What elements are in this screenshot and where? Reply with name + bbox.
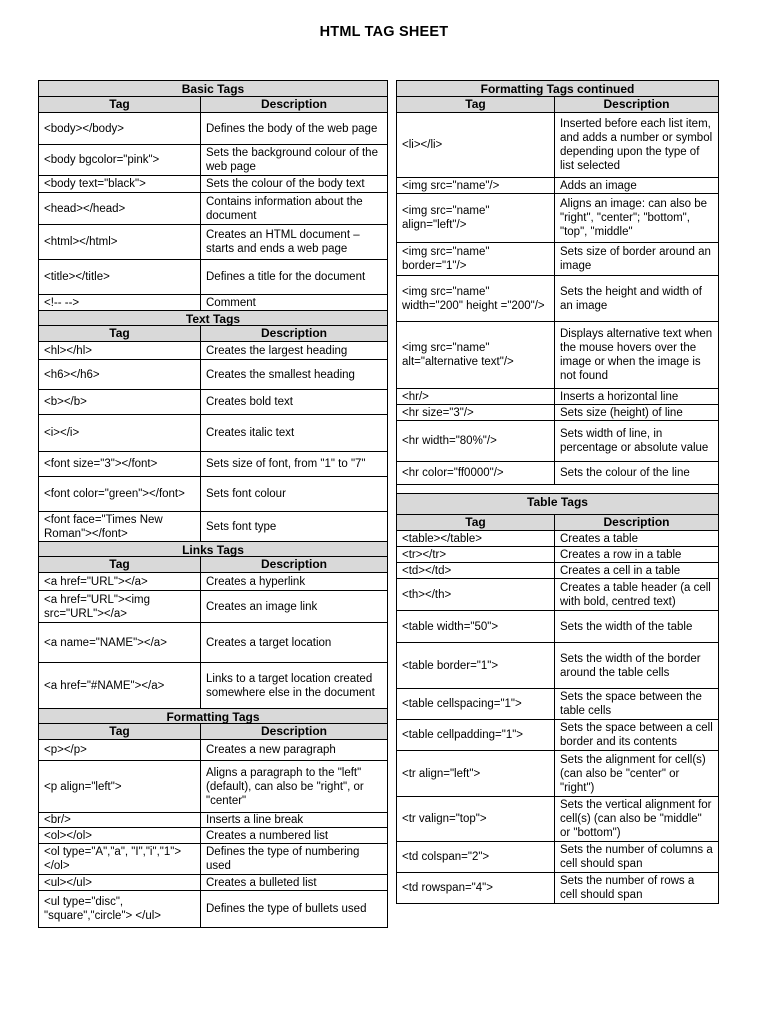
description-cell: Sets size of border around an image (560, 246, 711, 272)
tag-cell: <body bgcolor="pink"> (39, 145, 201, 175)
tag-cell: <ol type="A","a", "I","i","1"></ol> (39, 844, 201, 874)
table-row (39, 843, 387, 874)
description-cell: Sets the width of the table (560, 620, 693, 633)
right-tag-column (396, 80, 719, 904)
description-cell: Sets size (height) of line (560, 406, 683, 419)
description-cell: Sets the height and width of an image (560, 285, 702, 312)
description-cell: Creates a row in a table (560, 548, 682, 561)
table-row (39, 511, 387, 541)
section-heading-formatting-tags: Formatting Tags (39, 708, 387, 723)
description-cell: Displays alternative text when the mouse hovers over the image or when the image is not found (560, 328, 713, 382)
column-header-tag: Tag (39, 557, 201, 572)
table-row (39, 341, 387, 359)
description-cell: Defines the body of the web page (206, 122, 378, 135)
description-cell: Sets the colour of the body text (206, 178, 365, 190)
table-row (397, 461, 718, 484)
tag-cell: <td></td> (397, 563, 555, 578)
column-header-tag: Tag (39, 326, 201, 341)
column-header-tag: Tag (39, 97, 201, 112)
description-cell: Creates a numbered list (206, 829, 329, 842)
table-row (39, 144, 387, 175)
page-title: HTML TAG SHEET (319, 24, 449, 40)
description-cell: Creates a bulleted list (206, 876, 317, 889)
description-cell: Aligns a paragraph to the "left" (default), can also be "right", or "center" (206, 766, 364, 807)
tag-cell: <ul type="disc", "square","circle"> </ul> (39, 891, 201, 927)
column-header-tag: Tag (39, 724, 201, 739)
table-row (397, 177, 718, 193)
section-heading-table-tags: Table Tags (397, 493, 718, 514)
table-row (39, 590, 387, 622)
table-row (39, 259, 387, 294)
tag-cell: <table width="50"> (397, 611, 555, 642)
description-cell: Sets the background colour of the web page (206, 147, 378, 173)
table-row (39, 760, 387, 812)
table-row (397, 242, 718, 275)
left-tag-column (38, 80, 388, 928)
description-cell: Inserts a line break (206, 814, 304, 826)
section-heading-basic-tags: Basic Tags (39, 81, 387, 96)
table-row (397, 841, 718, 872)
tag-cell: <h6></h6> (39, 360, 201, 389)
description-cell: Sets font colour (206, 488, 286, 500)
table-row (397, 750, 718, 796)
table-row (397, 112, 718, 177)
description-cell: Creates italic text (206, 427, 295, 439)
description-cell: Sets the colour of the line (560, 467, 690, 479)
column-header-description: Description (260, 97, 327, 111)
description-cell: Sets the alignment for cell(s) (can also be "center" or "right") (560, 753, 706, 794)
tag-cell: <body></body> (39, 113, 201, 144)
description-cell: Aligns an image: can also be "right", "center"; "bottom", "top", "middle" (560, 198, 708, 238)
table-row (39, 175, 387, 192)
description-cell: Sets the number of columns a cell should span (560, 844, 713, 870)
section-gap (397, 484, 718, 493)
tag-cell: <p></p> (39, 740, 201, 760)
tag-cell: <html></html> (39, 225, 201, 259)
description-cell: Sets the space between the table cells (560, 691, 702, 717)
column-header-description: Description (260, 724, 327, 738)
tag-cell: <font color="green"></font> (39, 477, 201, 511)
tag-cell: <body text="black"> (39, 176, 201, 192)
column-header-tag: Tag (397, 97, 555, 112)
tag-cell: <img src="name"/> (397, 178, 555, 193)
description-cell: Creates a table header (a cell with bold, centred text) (560, 581, 711, 608)
tag-cell: <ul></ul> (39, 875, 201, 890)
table-row (397, 546, 718, 562)
table-row (397, 578, 718, 610)
tag-cell: <!-- --> (39, 295, 201, 310)
description-cell: Creates a cell in a table (560, 564, 681, 577)
column-header-row (39, 325, 387, 341)
description-cell: Creates a target location (206, 636, 332, 649)
tag-cell: <img src="name" border="1"/> (397, 243, 555, 275)
description-cell: Defines a title for the document (206, 271, 366, 283)
description-cell: Defines the type of bullets used (206, 903, 367, 915)
table-row (39, 112, 387, 144)
description-cell: Inserts a horizontal line (560, 390, 679, 403)
description-cell: Creates a hyperlink (206, 575, 306, 588)
tag-cell: <table border="1"> (397, 643, 555, 688)
table-row (39, 192, 387, 224)
column-header-row (397, 96, 718, 112)
column-header-row (39, 556, 387, 572)
tag-cell: <img src="name" alt="alternative text"/> (397, 322, 555, 388)
table-row (397, 193, 718, 242)
tag-cell: <tr valign="top"> (397, 797, 555, 841)
tag-cell: <table cellspacing="1"> (397, 689, 555, 719)
column-header-row (397, 514, 718, 530)
table-row (397, 562, 718, 578)
column-header-tag: Tag (397, 515, 555, 530)
table-row (39, 476, 387, 511)
description-cell: Defines the type of numbering used (206, 846, 360, 872)
table-row (39, 224, 387, 259)
tag-cell: <tr align="left"> (397, 751, 555, 796)
tag-cell: <font face="Times New Roman"></font> (39, 512, 201, 541)
description-cell: Creates an image link (206, 600, 318, 613)
tag-cell: <p align="left"> (39, 761, 201, 812)
table-row (39, 389, 387, 414)
tag-cell: <table></table> (397, 531, 555, 546)
section-heading-links-tags: Links Tags (39, 541, 387, 556)
tag-cell: <title></title> (39, 260, 201, 294)
table-row (39, 812, 387, 827)
table-row (39, 890, 387, 927)
tag-cell: <a href="URL"></a> (39, 573, 201, 590)
column-header-description: Description (603, 97, 670, 111)
table-row (397, 275, 718, 321)
tag-cell: <b></b> (39, 390, 201, 414)
table-row (39, 414, 387, 451)
tag-cell: <tr></tr> (397, 547, 555, 562)
table-row (397, 404, 718, 420)
table-row (397, 610, 718, 642)
tag-cell: <br/> (39, 813, 201, 827)
description-cell: Sets width of line, in percentage or absolute value (560, 428, 709, 454)
tag-cell: <hl></hl> (39, 342, 201, 359)
table-row (39, 827, 387, 843)
table-row (397, 388, 718, 404)
table-row (39, 662, 387, 708)
tag-cell: <font size="3"></font> (39, 452, 201, 476)
tag-cell: <table cellpadding="1"> (397, 720, 555, 750)
description-cell: Sets the vertical alignment for cell(s) (can also be "middle" or "bottom") (560, 799, 712, 839)
column-header-row (39, 723, 387, 739)
column-header-row (39, 96, 387, 112)
description-cell: Creates a new paragraph (206, 744, 336, 756)
column-header-description: Description (260, 326, 327, 340)
tag-cell: <hr/> (397, 389, 555, 404)
tag-cell: <td rowspan="4"> (397, 873, 555, 903)
tag-cell: <head></head> (39, 193, 201, 224)
tag-cell: <hr color="ff0000"/> (397, 462, 555, 484)
tag-cell: <a href="#NAME"></a> (39, 663, 201, 708)
table-row (39, 874, 387, 890)
tag-cell: <hr size="3"/> (397, 405, 555, 420)
column-header-description: Description (260, 557, 327, 571)
table-row (397, 530, 718, 546)
description-cell: Creates bold text (206, 396, 293, 408)
tag-cell: <th></th> (397, 579, 555, 610)
table-row (39, 622, 387, 662)
section-heading-text-tags: Text Tags (39, 310, 387, 325)
description-cell: Links to a target location created somewhere else in the document (206, 672, 375, 699)
description-cell: Creates a table (560, 532, 638, 545)
tag-cell: <a name="NAME"></a> (39, 623, 201, 662)
description-cell: Sets the number of rows a cell should span (560, 875, 695, 901)
description-cell: Sets font type (206, 520, 277, 533)
table-row (39, 739, 387, 760)
description-cell: Sets the width of the border around the table cells (560, 652, 701, 679)
description-cell: Comment (206, 296, 256, 309)
tag-cell: <td colspan="2"> (397, 842, 555, 872)
tag-cell: <i></i> (39, 415, 201, 451)
tag-cell: <ol></ol> (39, 828, 201, 843)
description-cell: Contains information about the document (206, 195, 363, 222)
description-cell: Sets the space between a cell border and its contents (560, 722, 713, 748)
table-row (397, 642, 718, 688)
tag-cell: <hr width="80%"/> (397, 421, 555, 461)
description-cell: Creates the largest heading (206, 344, 348, 357)
table-row (397, 872, 718, 903)
column-header-description: Description (603, 515, 670, 529)
table-row (397, 796, 718, 841)
table-row (397, 688, 718, 719)
table-row (39, 359, 387, 389)
description-cell: Inserted before each list item, and adds a number or symbol depending upon the type of list selected (560, 118, 713, 172)
description-cell: Sets size of font, from "1" to "7" (206, 458, 366, 470)
table-row (397, 420, 718, 461)
tag-cell: <li></li> (397, 113, 555, 177)
tag-cell: <a href="URL"><img src="URL"></a> (39, 591, 201, 622)
tag-cell: <img src="name" width="200" height ="200"/> (397, 276, 555, 321)
section-heading-formatting-tags-continued: Formatting Tags continued (397, 81, 718, 96)
table-row (39, 294, 387, 310)
description-cell: Adds an image (560, 179, 637, 192)
tag-cell: <img src="name" align="left"/> (397, 194, 555, 242)
table-row (397, 719, 718, 750)
table-row (39, 572, 387, 590)
description-cell: Creates the smallest heading (206, 368, 355, 381)
table-row (39, 451, 387, 476)
table-row (397, 321, 718, 388)
description-cell: Creates an HTML document – starts and ends a web page (206, 229, 360, 255)
